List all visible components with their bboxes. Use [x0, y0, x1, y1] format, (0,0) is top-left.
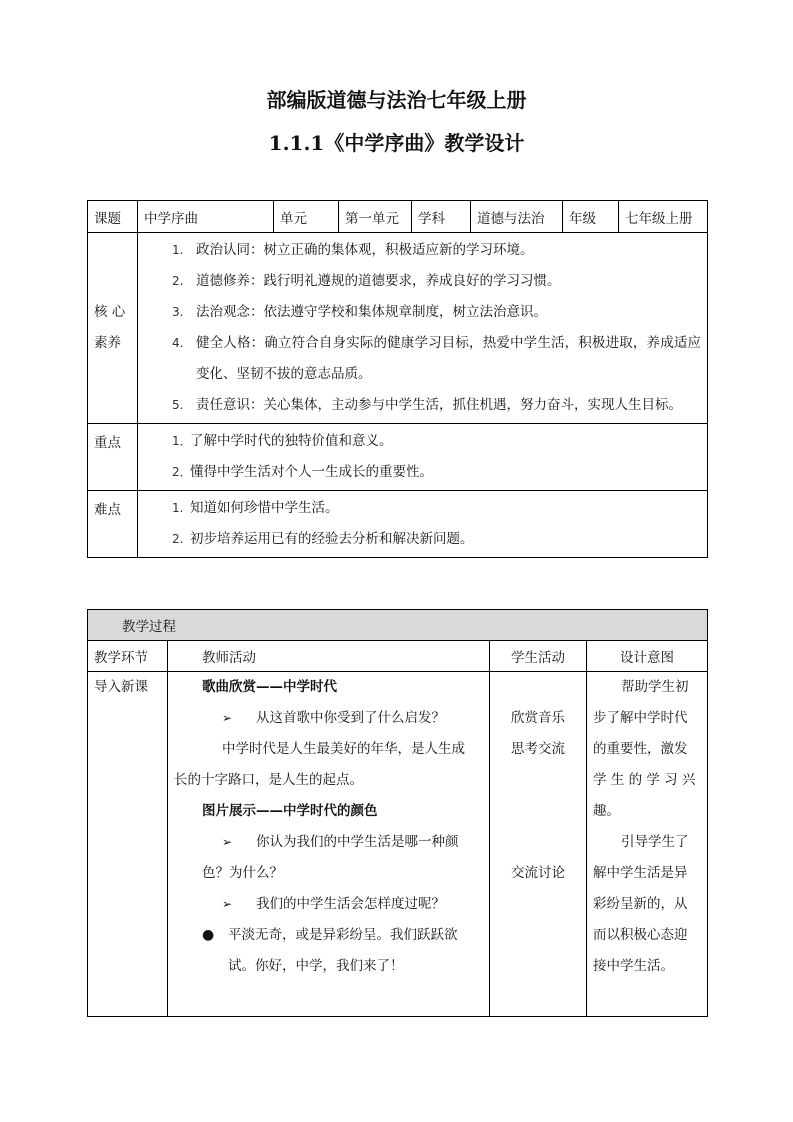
- list-item: 3. 法治观念：依法遵守学校和集体规章制度，树立法治意识。: [172, 304, 547, 320]
- unit-value: 第一单元: [339, 201, 412, 233]
- key-points-row: [88, 424, 708, 491]
- student-activity-1b: 思考交流: [511, 741, 565, 757]
- intent-1-line-1: 帮助学生初: [621, 679, 689, 695]
- unit-label: 单元: [274, 201, 339, 233]
- process-title: 教学过程: [88, 610, 708, 641]
- section-heading-song: 歌曲欣赏——中学时代: [202, 679, 337, 695]
- intent-2-line-5: 接中学生活。: [593, 958, 674, 974]
- design-intent-cell: [587, 672, 708, 1017]
- header-stage: 教学环节: [88, 641, 168, 672]
- core-literacy-list: [138, 233, 708, 424]
- bullet-icon: ●: [202, 927, 215, 943]
- paragraph-1b: 长的十字路口，是人生的起点。: [174, 772, 363, 788]
- paragraph-1a: 中学时代是人生最美好的年华，是人生成: [222, 741, 465, 757]
- question-2: ➢ 你认为我们的中学生活是哪一种颜: [174, 827, 483, 858]
- header-teacher: 教师活动: [168, 641, 490, 672]
- core-literacy-row: [88, 233, 708, 424]
- student-activity-2: 交流讨论: [511, 865, 565, 881]
- student-activity-1a: 欣赏音乐: [511, 710, 565, 726]
- list-item: 1. 政治认同：树立正确的集体观，积极适应新的学习环境。: [172, 242, 534, 258]
- student-activity-cell: [490, 672, 587, 1017]
- list-item: 5. 责任意识：关心集体，主动参与中学生活，抓住机遇，努力奋斗，实现人生目标。: [172, 397, 682, 413]
- list-item: 1. 知道如何珍惜中学生活。: [172, 500, 339, 516]
- bullet-1: ● 平淡无奇，或是异彩纷呈。我们跃跃欲: [174, 920, 483, 951]
- subject-value: 道德与法治: [471, 201, 563, 233]
- arrow-icon: ➢: [222, 897, 233, 911]
- list-item: 2． 懂得中学生活对个人一生成长的重要性。: [172, 464, 433, 480]
- question-1: ➢ 从这首歌中你受到了什么启发？: [174, 703, 483, 734]
- teacher-activity-cell: [168, 672, 490, 1017]
- arrow-icon: ➢: [222, 835, 233, 849]
- process-title-row: [88, 610, 708, 641]
- core-literacy-label: 核 心 素养: [88, 233, 138, 424]
- intent-2-line-3: 彩纷呈新的，从: [593, 896, 688, 912]
- difficulties-list: [138, 491, 708, 558]
- difficulties-row: [88, 491, 708, 558]
- process-body-row: [88, 672, 708, 1017]
- intent-2-line-2: 解中学生活是异: [593, 865, 688, 881]
- grade-value: 七年级上册: [619, 201, 708, 233]
- list-item: 2. 道德修养：践行明礼遵规的道德要求，养成良好的学习习惯。: [172, 273, 561, 289]
- header-student: 学生活动: [490, 641, 587, 672]
- process-header-row: [88, 641, 708, 672]
- process-table: [87, 609, 708, 1017]
- bullet-1-cont: 试。你好，中学，我们来了！: [228, 958, 404, 974]
- document-title: 部编版道德与法治七年级上册: [266, 88, 527, 112]
- stage-cell: 导入新课: [88, 672, 168, 1017]
- list-item: 1． 了解中学时代的独特价值和意义。: [172, 433, 393, 449]
- section-heading-picture: 图片展示——中学时代的颜色: [202, 803, 378, 819]
- subject-label: 学科: [412, 201, 471, 233]
- intent-2-line-4: 而以积极心态迎: [593, 927, 688, 943]
- key-points-list: [138, 424, 708, 491]
- topic-label: 课题: [88, 201, 138, 233]
- intent-1-line-2: 步了解中学时代: [593, 710, 688, 726]
- document-subtitle: 1.1.1《中学序曲》教学设计: [268, 131, 525, 155]
- intent-1-line-3: 的重要性，激发: [593, 741, 688, 757]
- list-item: 2. 初步培养运用已有的经验去分析和解决新问题。: [172, 531, 474, 547]
- key-points-label: 重点: [88, 424, 138, 491]
- info-row: [88, 201, 708, 233]
- question-2-cont: 色？为什么？: [202, 865, 283, 881]
- intent-1-line-4: 学 生 的 学 习 兴: [593, 772, 696, 788]
- info-table: [87, 200, 708, 558]
- header-intent: 设计意图: [587, 641, 708, 672]
- arrow-icon: ➢: [222, 711, 233, 725]
- difficulties-label: 难点: [88, 491, 138, 558]
- question-3: ➢ 我们的中学生活会怎样度过呢？: [174, 889, 483, 920]
- intent-1-line-5: 趣。: [593, 803, 620, 819]
- intent-2-line-1: 引导学生了: [621, 834, 689, 850]
- grade-label: 年级: [563, 201, 619, 233]
- list-item: 4. 健全人格：确立符合自身实际的健康学习目标，热爱中学生活，积极进取，养成适应变化、坚韧不拔的意志品质。: [172, 335, 701, 382]
- topic-value: 中学序曲: [138, 201, 274, 233]
